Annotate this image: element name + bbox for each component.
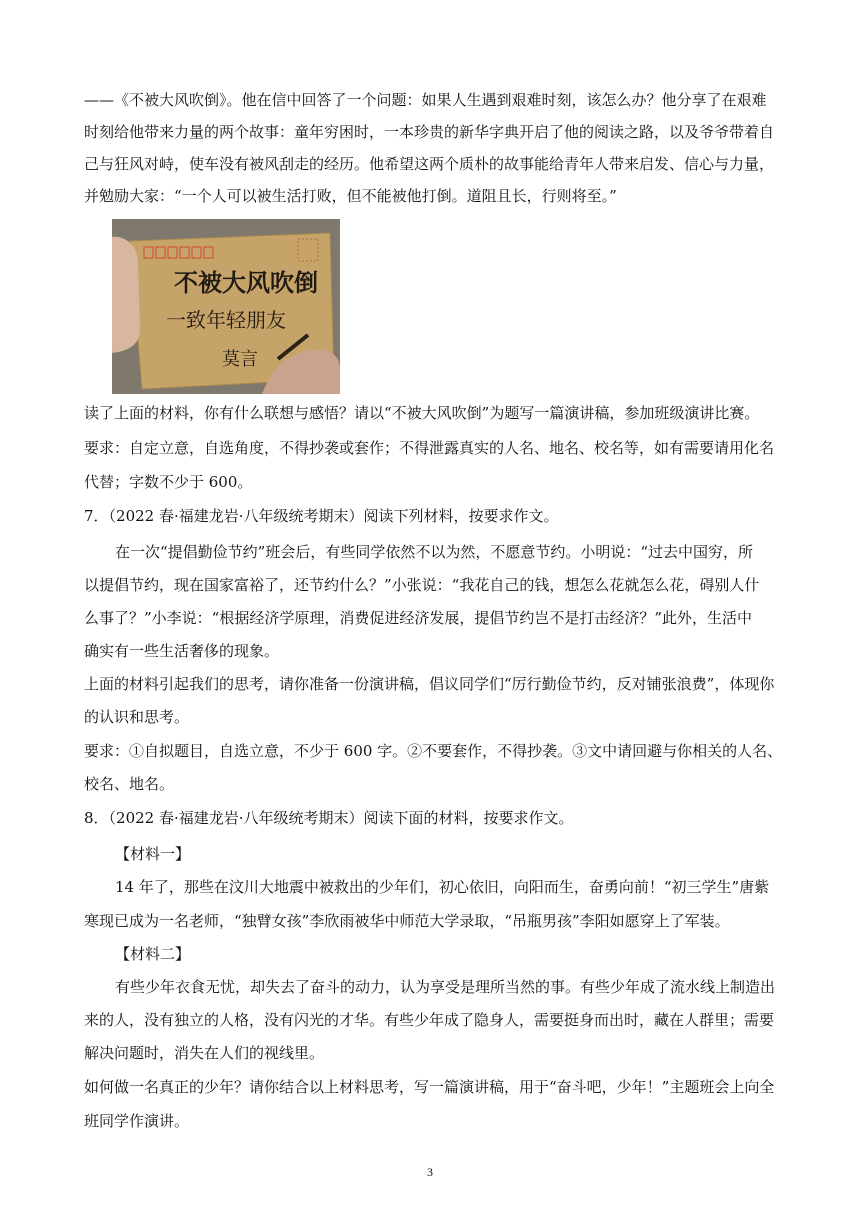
q8-material-1-heading: 【材料一】 [115, 845, 191, 863]
intro-line-4: 并勉励大家：“一个人可以被生活打败，但不能被他打倒。道阻且长，行则将至。” [84, 187, 617, 205]
q6-requirement-line-2: 代替；字数不少于 600。 [84, 473, 253, 491]
intro-line-3: 己与狂风对峙，使车没有被风刮走的经历。他希望这两个质朴的故事能给青年人带来启发、信心与力量， [84, 155, 775, 173]
calligraphy-title: 不被大风吹倒 [174, 269, 318, 297]
q8-material-1-line-2: 寒现已成为一名老师，“独臂女孩”李欣雨被华中师范大学录取，“吊瓶男孩”李阳如愿穿上了军装。 [84, 912, 730, 930]
q8-task-line-1: 如何做一名真正的少年？请你结合以上材料思考，写一篇演讲稿，用于“奋斗吧，少年！”主题班会上向全 [84, 1078, 775, 1096]
calligraphy-signature: 莫言 [222, 349, 258, 370]
q7-title: 7．（2022 春·福建龙岩·八年级统考期末）阅读下列材料，按要求作文。 [84, 507, 559, 525]
q7-task-line-2: 的认识和思考。 [84, 708, 190, 726]
envelope-illustration [112, 219, 340, 394]
q7-requirement-line-1: 要求：①自拟题目，自选立意，不少于 600 字。②不要套作，不得抄袭。③文中请回避与你相关的人名、 [84, 742, 783, 760]
q7-material-line-4: 确实有一些生活奢侈的现象。 [84, 642, 280, 660]
calligraphy-dedication: 一致年轻朋友 [166, 308, 286, 332]
q8-material-2-heading: 【材料二】 [115, 945, 191, 963]
intro-line-2: 时刻给他带来力量的两个故事：童年穷困时，一本珍贵的新华字典开启了他的阅读之路，以及爷爷带着自 [84, 123, 775, 141]
q7-material-line-2: 以提倡节约，现在国家富裕了，还节约什么？”小张说：“我花自己的钱，想怎么花就怎么花，碍别人什 [84, 576, 760, 594]
q8-material-1-line-1: 14 年了，那些在汶川大地震中被救出的少年们，初心依旧，向阳而生，奋勇向前！“初三学生”唐紫 [115, 878, 770, 896]
left-hand [112, 237, 140, 353]
q7-material-line-3: 么事了？”小李说：“根据经济学原理，消费促进经济发展，提倡节约岂不是打击经济？”此外，生活中 [84, 609, 753, 627]
q7-requirement-line-2: 校名、地名。 [84, 775, 175, 793]
q8-task-line-2: 班同学作演讲。 [84, 1112, 190, 1130]
q8-title: 8．（2022 春·福建龙岩·八年级统考期末）阅读下面的材料，按要求作文。 [84, 809, 574, 827]
q6-requirement-line-1: 要求：自定立意，自选角度，不得抄袭或套作；不得泄露真实的人名、地名、校名等，如有需要请用化名 [84, 439, 775, 457]
page-number: 3 [427, 1165, 433, 1179]
q8-material-2-line-1: 有些少年衣食无忧，却失去了奋斗的动力，认为享受是理所当然的事。有些少年成了流水线上制造出 [115, 978, 776, 996]
q6-prompt: 读了上面的材料，你有什么联想与感悟？请以“不被大风吹倒”为题写一篇演讲稿，参加班级演讲比赛。 [84, 404, 760, 422]
q7-task-line-1: 上面的材料引起我们的思考，请你准备一份演讲稿，倡议同学们“厉行勤俭节约，反对铺张浪费”，体现你 [84, 675, 775, 693]
q7-material-line-1: 在一次“提倡勤俭节约”班会后，有些同学依然不以为然，不愿意节约。小明说：“过去中国穷，所 [115, 543, 754, 561]
q8-material-2-line-3: 解决问题时，消失在人们的视线里。 [84, 1044, 325, 1062]
intro-line-1: ——《不被大风吹倒》。他在信中回答了一个问题：如果人生遇到艰难时刻，该怎么办？他分享了在艰难 [84, 91, 767, 109]
q8-material-2-line-2: 来的人，没有独立的人格，没有闪光的才华。有些少年成了隐身人，需要挺身而出时，藏在人群里；需要 [84, 1011, 775, 1029]
envelope-photo [112, 219, 340, 394]
